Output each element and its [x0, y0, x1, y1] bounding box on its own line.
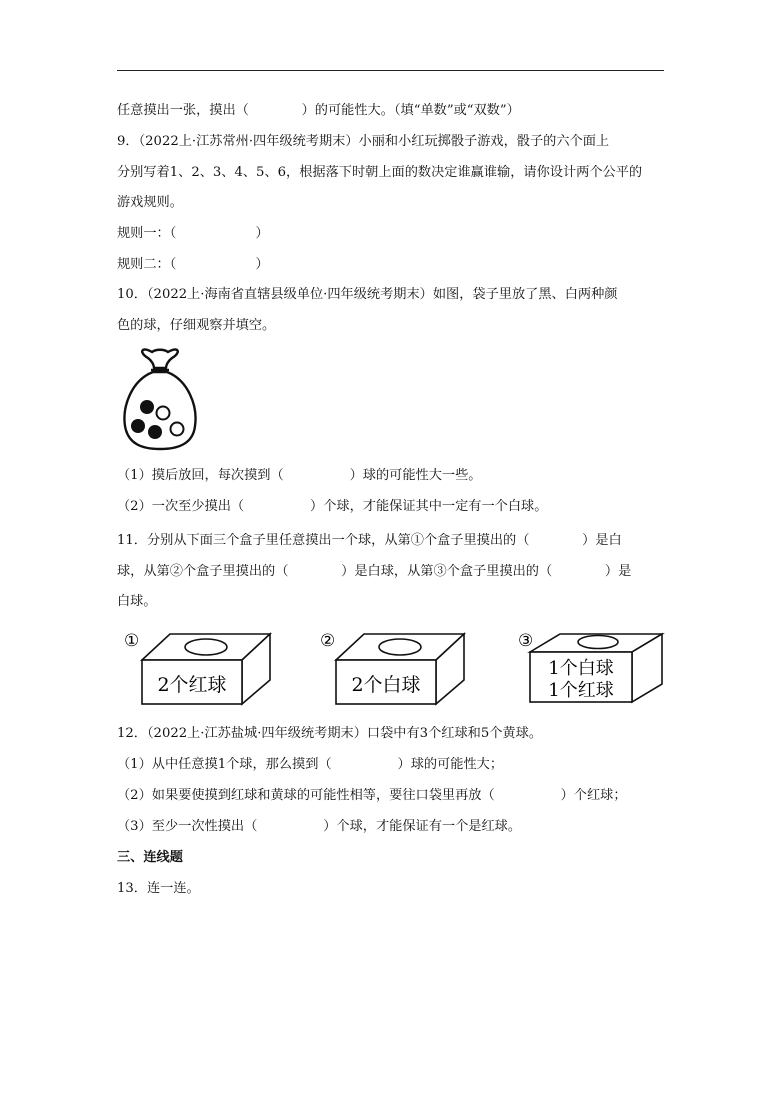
q12-part-1: （1）从中任意摸1个球，那么摸到（ ）球的可能性大； [117, 757, 504, 772]
box-3-figure [516, 630, 666, 706]
box-label: 2个白球 [351, 674, 421, 696]
q12-part-3: （3）至少一次性摸出（ ）个球，才能保证有一个是红球。 [117, 819, 522, 834]
box-1-figure [122, 630, 272, 706]
q10-text-1: 10．（2022上·海南省直辖县级单位·四年级统考期末）如图，袋子里放了黑、白两种颜 [117, 287, 618, 302]
section-3-heading: 三、连线题 [117, 850, 183, 865]
ball-bag-figure [120, 348, 200, 452]
black-ball [148, 425, 162, 439]
header-rule [117, 70, 664, 71]
q11-text-1: 11．分别从下面三个盒子里任意摸出一个球，从第①个盒子里摸出的（ ）是白 [117, 533, 622, 548]
box-2-figure [318, 630, 468, 706]
white-ball [171, 423, 184, 436]
q9-text-1: 9．（2022上·江苏常州·四年级统考期末）小丽和小红玩掷骰子游戏，骰子的六个面上 [117, 134, 610, 149]
box-label: 1个白球 [548, 658, 614, 679]
q10-part-1: （1）摸后放回，每次摸到（ ）球的可能性大一些。 [117, 468, 482, 483]
box-label: 2个红球 [157, 674, 227, 696]
q13-text: 13．连一连。 [117, 881, 200, 896]
white-ball [157, 407, 170, 420]
q9-text-2: 分别写着1、2、3、4、5、6，根据落下时朝上面的数决定谁赢谁输，请你设计两个公平的 [117, 165, 643, 180]
q10-text-2: 色的球，仔细观察并填空。 [117, 318, 276, 333]
black-ball [131, 419, 145, 433]
q9-text-3: 游戏规则。 [117, 195, 183, 210]
box-number: ③ [518, 631, 534, 651]
black-ball [140, 400, 154, 414]
q9-rule-1: 规则一：（ ） [117, 226, 269, 241]
q9-rule-2: 规则二：（ ） [117, 257, 269, 272]
q10-part-2: （2）一次至少摸出（ ）个球，才能保证其中一定有一个白球。 [117, 499, 548, 514]
q11-text-3: 白球。 [117, 594, 157, 609]
q12-part-2: （2）如果要使摸到红球和黄球的可能性相等，要往口袋里再放（ ）个红球； [117, 788, 627, 803]
q8-tail-text: 任意摸出一张，摸出（ ）的可能性大。（填“单数”或“双数”） [117, 103, 520, 118]
box-number: ② [320, 631, 336, 651]
box-number: ① [124, 631, 140, 651]
box-label: 1个红球 [548, 680, 614, 701]
q11-text-2: 球，从第②个盒子里摸出的（ ）是白球，从第③个盒子里摸出的（ ）是 [117, 564, 632, 579]
q12-text-1: 12．（2022上·江苏盐城·四年级统考期末）口袋中有3个红球和5个黄球。 [117, 726, 542, 741]
